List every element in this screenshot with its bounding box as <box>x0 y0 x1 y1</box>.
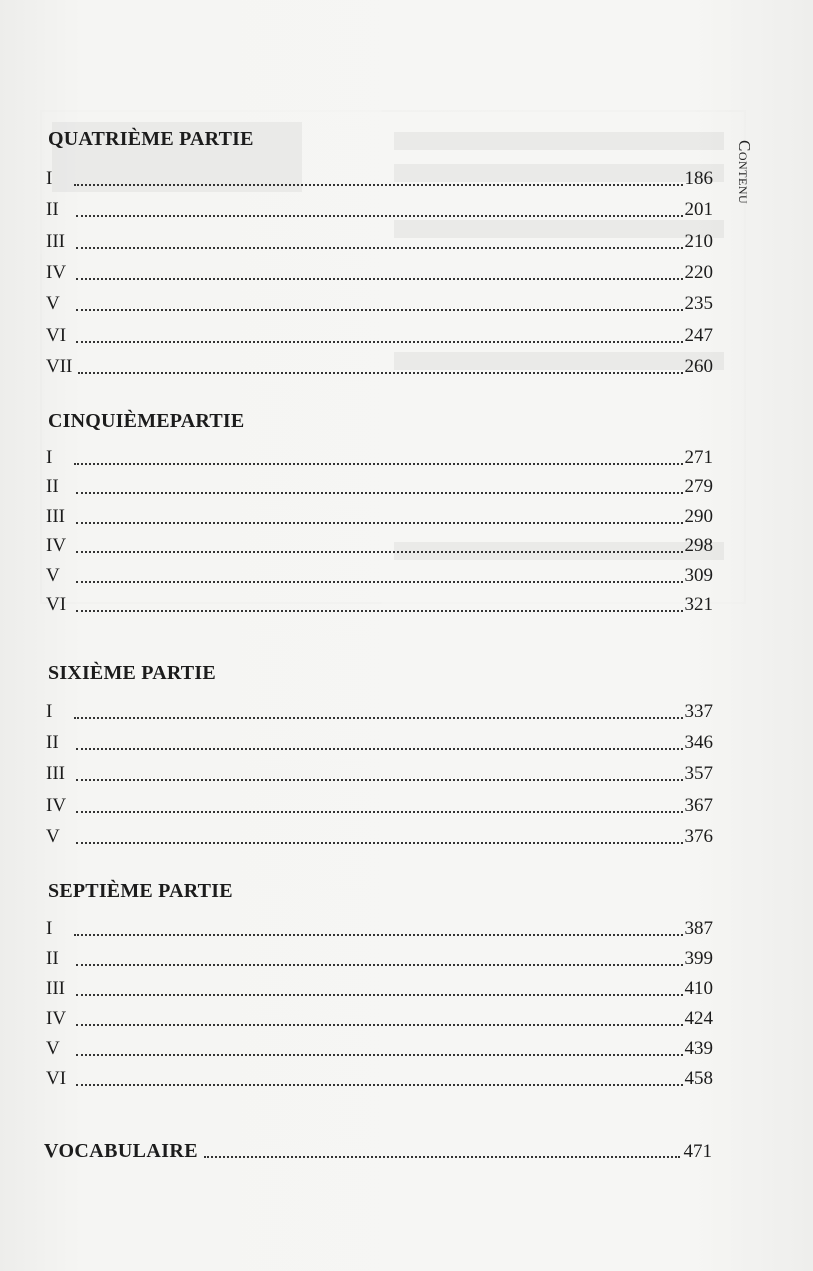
toc-entry[interactable] <box>46 974 713 1000</box>
toc-entry[interactable] <box>46 561 713 587</box>
toc-entry[interactable] <box>46 531 713 557</box>
chapter-numeral: II <box>46 476 59 498</box>
chapter-numeral: III <box>46 230 65 252</box>
dot-leader <box>76 1082 683 1086</box>
page-number: 471 <box>683 1141 712 1162</box>
chapter-numeral: III <box>46 763 65 785</box>
dot-leader <box>76 777 683 781</box>
page-number: 271 <box>684 447 713 468</box>
dot-leader <box>74 461 683 465</box>
toc-entry[interactable] <box>46 822 713 848</box>
chapter-numeral: V <box>46 293 60 315</box>
dot-leader <box>204 1154 679 1158</box>
page-number: 387 <box>684 918 713 939</box>
page-number: 210 <box>684 230 713 252</box>
page-number: 298 <box>684 535 713 557</box>
dot-leader <box>76 746 683 750</box>
toc-entry[interactable] <box>46 258 713 284</box>
toc-entry[interactable] <box>46 728 713 754</box>
toc-entry-vocabulaire[interactable] <box>44 1135 712 1163</box>
toc-entry[interactable] <box>46 791 713 817</box>
page-number: 458 <box>684 1068 713 1089</box>
dot-leader <box>76 276 683 280</box>
chapter-numeral: V <box>46 564 60 586</box>
toc-entry[interactable] <box>46 227 713 253</box>
chapter-numeral: IV <box>46 261 67 283</box>
dot-leader <box>76 307 683 311</box>
dot-leader <box>74 932 683 936</box>
dot-leader <box>74 182 683 186</box>
toc-entry[interactable] <box>46 697 713 723</box>
dot-leader <box>76 1022 683 1026</box>
dot-leader <box>76 840 683 844</box>
vocabulary-label: VOCABULAIRE <box>44 1140 199 1162</box>
section-heading: CINQUIÈMEPARTIE <box>48 410 245 432</box>
toc-entry[interactable] <box>46 195 713 221</box>
page-number: 220 <box>684 261 713 283</box>
page-number: 410 <box>684 978 713 999</box>
dot-leader <box>76 245 683 249</box>
toc-entry[interactable] <box>46 164 713 190</box>
page-number: 424 <box>684 1008 713 1029</box>
page-number: 279 <box>684 476 713 498</box>
chapter-numeral: VII <box>46 355 73 377</box>
toc-entry[interactable] <box>46 352 713 378</box>
chapter-numeral: V <box>46 825 60 847</box>
chapter-numeral: VI <box>46 594 67 615</box>
chapter-numeral: V <box>46 1038 60 1059</box>
chapter-numeral: IV <box>46 794 67 816</box>
toc-entry[interactable] <box>46 759 713 785</box>
dot-leader <box>76 490 683 494</box>
page-number: 337 <box>684 701 713 722</box>
toc-entry[interactable] <box>46 443 713 469</box>
dot-leader <box>76 1052 683 1056</box>
page-number: 439 <box>684 1038 713 1059</box>
section-heading: QUATRIÈME PARTIE <box>48 128 254 150</box>
page-number: 186 <box>684 168 713 189</box>
chapter-numeral: II <box>46 732 59 754</box>
page-number: 247 <box>684 324 713 346</box>
dot-leader <box>76 809 683 813</box>
toc-entry[interactable] <box>46 1034 713 1060</box>
page-number: 346 <box>684 732 713 754</box>
chapter-numeral: VI <box>46 1068 67 1089</box>
dot-leader <box>78 370 682 374</box>
toc-entry[interactable] <box>46 914 713 940</box>
page-number: 376 <box>684 825 713 847</box>
toc-entry[interactable] <box>46 590 713 616</box>
dot-leader <box>76 520 683 524</box>
section-heading: SIXIÈME PARTIE <box>48 662 216 684</box>
chapter-numeral: I <box>46 701 53 722</box>
toc-entry[interactable] <box>46 502 713 528</box>
dot-leader <box>76 992 683 996</box>
toc-entry[interactable] <box>46 472 713 498</box>
chapter-numeral: III <box>46 505 65 527</box>
dot-leader <box>76 579 683 583</box>
page-number: 357 <box>684 763 713 785</box>
toc-entry[interactable] <box>46 1064 713 1090</box>
toc-entry[interactable] <box>46 289 713 315</box>
page-number: 260 <box>684 355 713 377</box>
chapter-numeral: II <box>46 199 59 221</box>
chapter-numeral: IV <box>46 1008 67 1029</box>
dot-leader <box>74 715 683 719</box>
page-number: 290 <box>684 505 713 527</box>
section-heading: SEPTIÈME PARTIE <box>48 880 233 902</box>
dot-leader <box>76 339 683 343</box>
running-head: Contenu <box>735 140 754 205</box>
chapter-numeral: I <box>46 168 53 189</box>
dot-leader <box>76 608 683 612</box>
toc-entry[interactable] <box>46 321 713 347</box>
toc-entry[interactable] <box>46 1004 713 1030</box>
page-number: 309 <box>684 564 713 586</box>
chapter-numeral: IV <box>46 535 67 557</box>
dot-leader <box>76 213 683 217</box>
dot-leader <box>76 549 683 553</box>
page-number: 201 <box>684 199 713 221</box>
page-number: 235 <box>684 293 713 315</box>
dot-leader <box>76 962 683 966</box>
chapter-numeral: I <box>46 918 53 939</box>
chapter-numeral: VI <box>46 324 67 346</box>
toc-entry[interactable] <box>46 944 713 970</box>
chapter-numeral: II <box>46 948 59 969</box>
page-number: 399 <box>684 948 713 969</box>
page-number: 367 <box>684 794 713 816</box>
page-number: 321 <box>684 594 713 615</box>
chapter-numeral: I <box>46 447 53 468</box>
chapter-numeral: III <box>46 978 65 999</box>
